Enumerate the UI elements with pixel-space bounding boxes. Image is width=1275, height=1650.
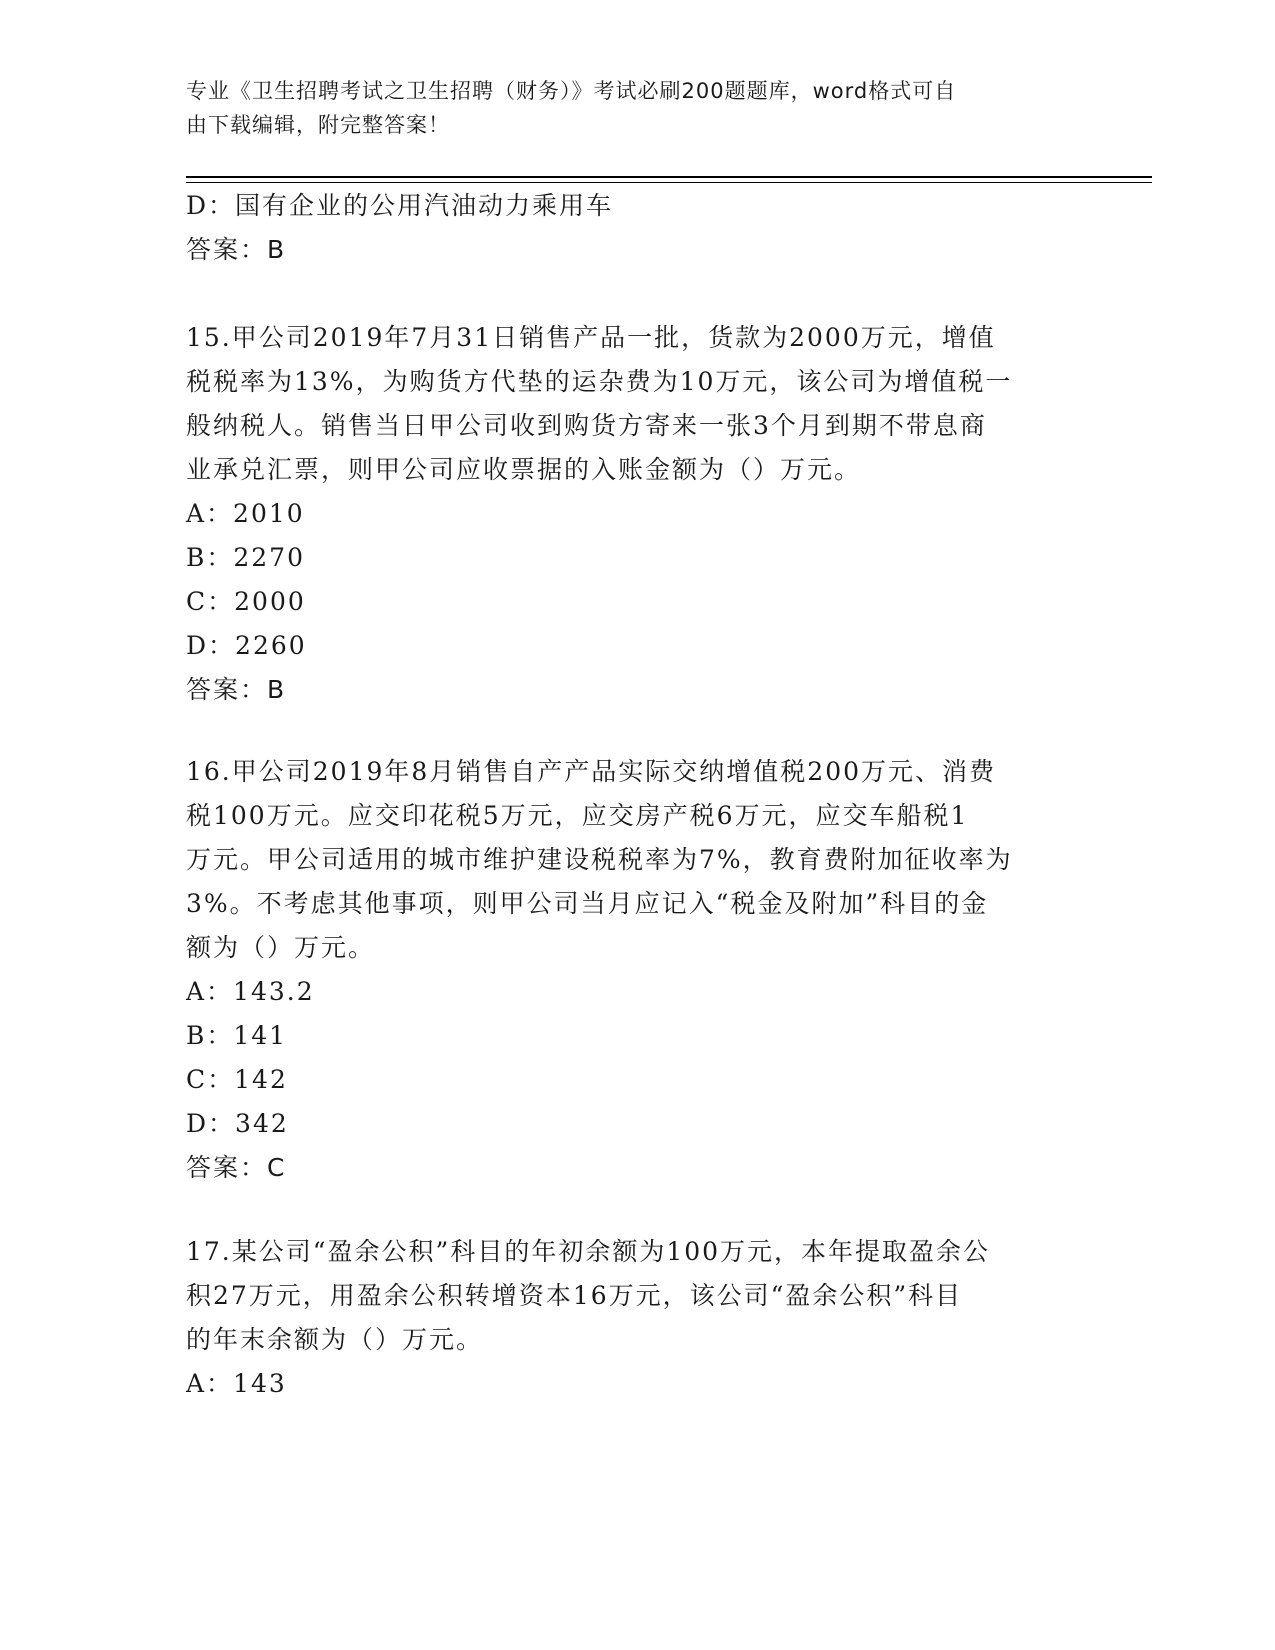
q15-text-line-1: 15.甲公司2019年7月31日销售产品一批，货款为2000万元，增值 bbox=[186, 323, 996, 352]
q15-option-c: C：2000 bbox=[186, 587, 306, 616]
q15-text-line-2: 税税率为13%，为购货方代垫的运杂费为10万元，该公司为增值税一 bbox=[186, 367, 1013, 396]
header-rule-thin bbox=[186, 182, 1152, 183]
prev-option-d: D：国有企业的公用汽油动力乘用车 bbox=[186, 191, 614, 220]
q15-text-line-3: 般纳税人。销售当日甲公司收到购货方寄来一张3个月到期不带息商 bbox=[186, 411, 987, 440]
q15-option-a: A：2010 bbox=[186, 499, 305, 528]
q17-text-line-1: 17.某公司“盈余公积”科目的年初余额为100万元，本年提取盈余公 bbox=[186, 1237, 991, 1266]
q15-option-d: D：2260 bbox=[186, 631, 307, 660]
q16-option-d: D：342 bbox=[186, 1109, 289, 1138]
q16-text-line-2: 税100万元。应交印花税5万元，应交房产税6万元，应交车船税1 bbox=[186, 801, 969, 830]
q17-option-a: A：143 bbox=[186, 1369, 287, 1398]
q16-answer: 答案：C bbox=[186, 1153, 287, 1182]
q17-text-line-3: 的年末余额为（）万元。 bbox=[186, 1325, 484, 1354]
q15-answer: 答案：B bbox=[186, 675, 287, 704]
header-rule-thick bbox=[186, 176, 1152, 178]
header-line-2: 由下载编辑，附完整答案！ bbox=[186, 113, 450, 137]
q17-text-line-2: 积27万元，用盈余公积转增资本16万元，该公司“盈余公积”科目 bbox=[186, 1281, 963, 1310]
q16-text-line-4: 3%。不考虑其他事项，则甲公司当月应记入“税金及附加”科目的金 bbox=[186, 889, 989, 918]
prev-answer: 答案：B bbox=[186, 235, 287, 264]
q15-option-b: B：2270 bbox=[186, 543, 305, 572]
q16-option-a: A：143.2 bbox=[186, 977, 315, 1006]
q16-option-b: B：141 bbox=[186, 1021, 288, 1050]
q16-option-c: C：142 bbox=[186, 1065, 288, 1094]
q15-text-line-4: 业承兑汇票，则甲公司应收票据的入账金额为（）万元。 bbox=[186, 455, 862, 484]
q16-text-line-5: 额为（）万元。 bbox=[186, 933, 376, 962]
q16-text-line-1: 16.甲公司2019年8月销售自产产品实际交纳增值税200万元、消费 bbox=[186, 757, 997, 786]
header-line-1: 专业《卫生招聘考试之卫生招聘（财务）》考试必刷200题题库，word格式可自 bbox=[186, 79, 957, 103]
q16-text-line-3: 万元。甲公司适用的城市维护建设税税率为7%，教育费附加征收率为 bbox=[186, 845, 1013, 874]
document-header bbox=[186, 74, 1086, 142]
